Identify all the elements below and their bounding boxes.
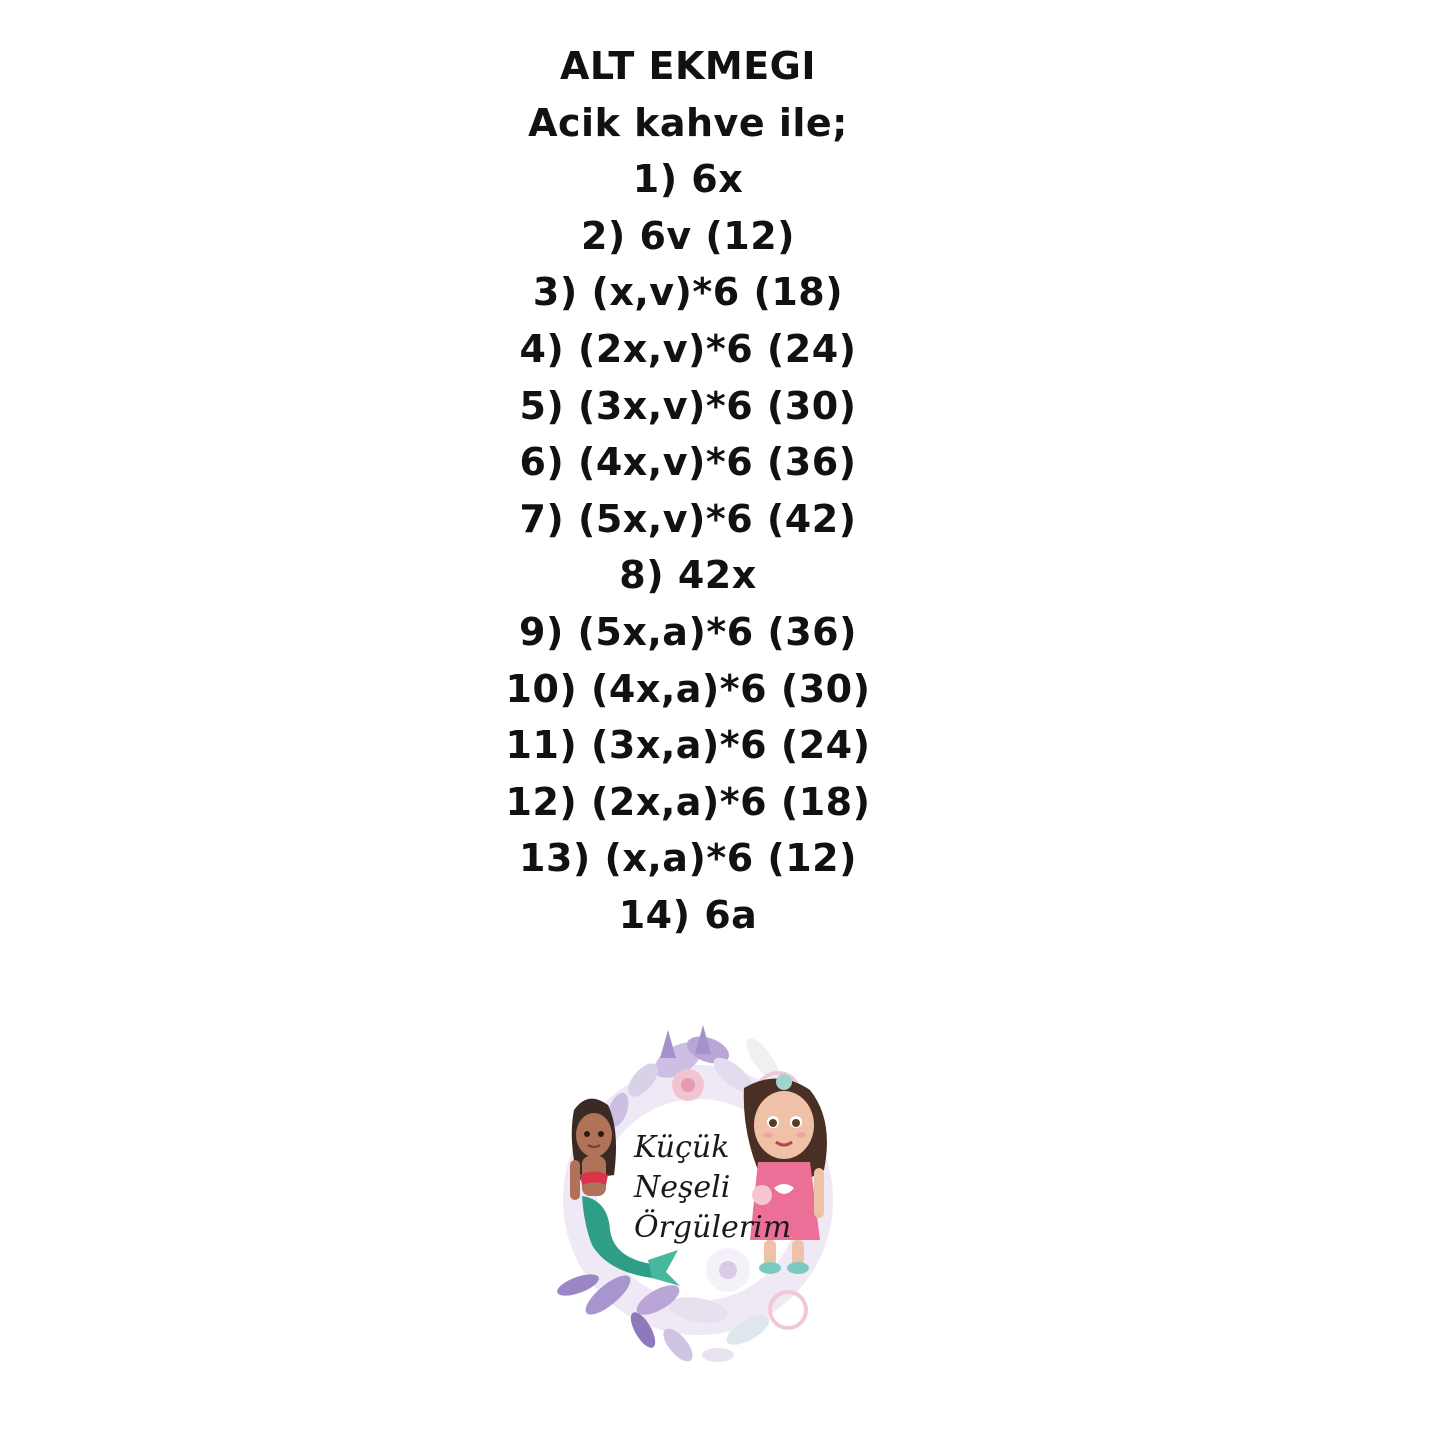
pattern-row: 2) 6v (12) [580,213,796,258]
pattern-row: 10) (4x,a)*6 (30) [505,666,871,711]
pattern-row: 4) (2x,v)*6 (24) [519,326,857,371]
logo-line-2: Neşeli [634,1170,731,1205]
pattern-row: 1) 6x [632,157,744,202]
pattern-row: 9) (5x,a)*6 (36) [519,609,857,654]
pattern-row: 7) (5x,v)*6 (42) [519,496,857,541]
logo-line-1: Küçük [634,1130,730,1165]
pattern-row: 11) (3x,a)*6 (24) [505,723,871,768]
logo-wordmark [634,1128,824,1248]
pattern-subtitle: Acik kahve ile; [528,100,848,145]
pattern-row: 13) (x,a)*6 (12) [519,836,857,881]
pattern-row: 6) (4x,v)*6 (36) [519,440,857,485]
pattern-row: 12) (2x,a)*6 (18) [505,779,871,824]
brand-logo [548,1010,848,1380]
pattern-text [0,38,1376,944]
pattern-title: ALT EKMEGI [560,44,816,88]
pattern-row: 5) (3x,v)*6 (30) [519,383,857,428]
pattern-row: 14) 6a [618,892,758,937]
pattern-row: 8) 42x [619,553,757,598]
logo-line-3: Örgülerim [634,1210,792,1245]
pattern-row: 3) (x,v)*6 (18) [532,270,844,315]
